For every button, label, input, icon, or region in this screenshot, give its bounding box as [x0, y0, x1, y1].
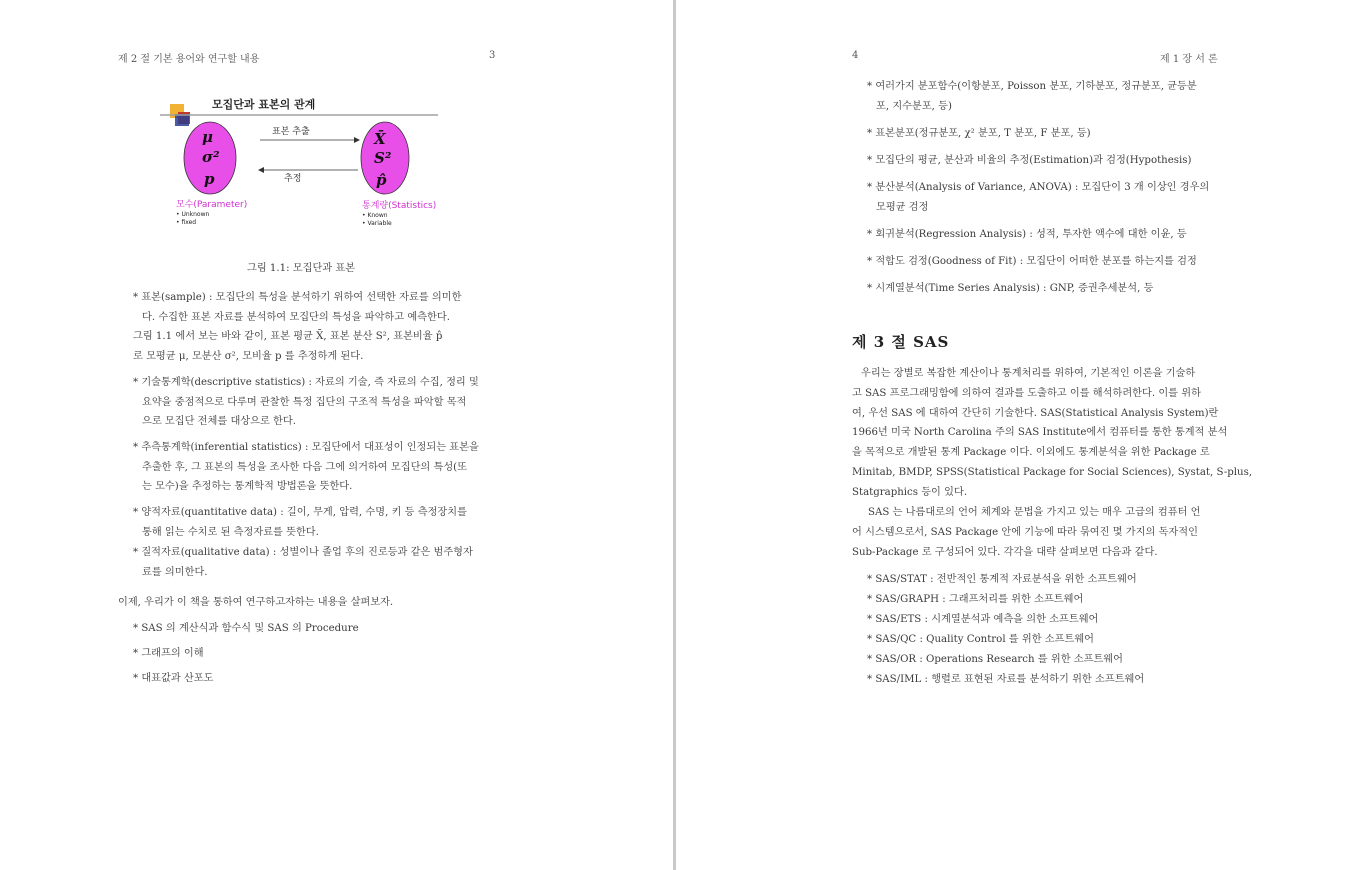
arrow-bottom-label: 추정 [284, 174, 302, 184]
running-header-right: 제 1 장 서 론 [1160, 54, 1218, 65]
param-symbol: p [204, 170, 215, 188]
bullet-distributions: * 여러가지 분포함수(이항분포, Poisson 분포, 기하분포, 정규분포, 균등분 포, 지수분포, 등) [867, 81, 1197, 112]
topic-item: * SAS 의 계산식과 함수식 및 SAS 의 Procedure [133, 623, 359, 634]
list-item: * SAS/GRAPH : 그래프처리를 위한 소프트웨어 [867, 594, 1084, 605]
parameter-note: • Unknown [176, 211, 210, 218]
parameter-note: • fixed [176, 219, 197, 226]
bullet-quantitative: * 양적자료(quantitative data) : 길이, 무게, 압력, 수명, 키 등 측정장치를 통해 읽는 수치로 된 측정자료를 뜻한다. [133, 507, 467, 538]
section-title: 제 3 절 SAS [852, 333, 950, 351]
intro-sentence: 이제, 우리가 이 책을 통하여 연구하고자하는 내용을 살펴보자. [118, 597, 394, 608]
figure-caption: 그림 1.1: 모집단과 표본 [247, 263, 356, 274]
statistics-note: • Known [362, 212, 388, 219]
list-item: * SAS/ETS : 시계열분석과 예측을 의한 소프트웨어 [867, 614, 1099, 625]
stat-symbol: X̄ [374, 130, 386, 148]
statistics-label: 통계량(Statistics) [362, 201, 437, 211]
sas-package-list [867, 570, 1144, 690]
parameter-label: 모수(Parameter) [176, 200, 248, 210]
list-item: * SAS/OR : Operations Research 를 위한 소프트웨어 [867, 654, 1123, 665]
statistics-note: • Variable [362, 220, 392, 227]
list-item: * SAS/IML : 행렬로 표현된 자료를 분석하기 위한 소프트웨어 [867, 674, 1145, 685]
bullet-goodness-of-fit: * 적합도 검정(Goodness of Fit) : 모집단이 어떠한 분포를 하는지를 검정 [867, 256, 1197, 267]
list-item: * SAS/STAT : 전반적인 통계적 자료분석을 위한 소프트웨어 [867, 574, 1137, 585]
stat-symbol: S² [374, 149, 392, 167]
stat-symbol: p̂ [376, 171, 387, 189]
topic-item: * 그래프의 이해 [133, 648, 204, 659]
paragraph-sas-language: SAS 는 나름대로의 언어 체계와 문법을 가지고 있는 매우 고급의 컴퓨터 언 어 시스템으로서, SAS Package 안에 기능에 따라 묶여진 몇 가지의 독자적인 Sub-Package 로 구성되어 있다. 각각을 대략 살펴보면 다음과 같다. [852, 507, 1201, 558]
page-number-left: 3 [489, 50, 496, 61]
bullet-sampling-distribution-text: * 표본분포(정규분포, χ² 분포, T 분포, F 분포, 등) [867, 128, 1091, 139]
page-number-right: 4 [852, 50, 859, 61]
param-symbol: σ² [202, 148, 220, 166]
right-page [676, 0, 1349, 870]
bullet-time-series: * 시계열분석(Time Series Analysis) : GNP, 증권추세분석, 등 [867, 283, 1154, 294]
bullet-qualitative: * 질적자료(qualitative data) : 성별이나 졸업 후의 진로등과 같은 범주형자 료를 의미한다. [133, 547, 473, 578]
paragraph-sas-intro: 우리는 장별로 복잡한 계산이나 통계처리를 위하여, 기본적인 이론을 기술하 고 SAS 프로그래밍함에 의하여 결과를 도출하고 이를 해석하려한다. 이를 위하 여, 우선 SAS 에 대하여 간단히 기술한다. SAS(Statistical Analysis System)란 1966년 미국 North Carolina 주의 SAS Institute에서 컴퓨터를 통한 통계적 분석 을 목적으로 개발된 통계 Package 이다. 이외에도 통계분석을 위한 Package 로 Minitab, BMDP, SPSS(Statistical Package for Social Sciences), Systat, S-plus, Statgraphics 등이 있다. [852, 368, 1253, 498]
bullet-descriptive: * 기술통계학(descriptive statistics) : 자료의 기술, 즉 자료의 수집, 정리 및 요약을 중점적으로 다루며 관찰한 특정 집단의 구조적 특성을 파악할 목적 으로 모집단 전체를 대상으로 한다. [133, 377, 479, 427]
arrow-top-label: 표본 추출 [272, 127, 310, 137]
bullet-inferential: * 추측통계학(inferential statistics) : 모집단에서 대표성이 인정되는 표본을 추출한 후, 그 표본의 특성을 조사한 다음 그에 의거하여 모집단의 특성(또 는 모수)을 추정하는 통계학적 방법론을 뜻한다. [133, 442, 479, 492]
population-sample-figure [158, 92, 448, 232]
list-item: * SAS/QC : Quality Control 를 위한 소프트웨어 [867, 634, 1095, 645]
bullet-estimation: * 모집단의 평균, 분산과 비율의 추정(Estimation)과 검정(Hypothesis) [867, 155, 1192, 166]
param-symbol: μ [202, 128, 213, 146]
left-page [0, 0, 673, 870]
running-header-left: 제 2 절 기본 용어와 연구할 내용 [118, 54, 260, 65]
topic-item: * 대표값과 산포도 [133, 673, 214, 684]
figure-title: 모집단과 표본의 관계 [212, 98, 316, 111]
figure-svg [158, 92, 448, 232]
bullet-anova: * 분산분석(Analysis of Variance, ANOVA) : 모집단이 3 개 이상인 경우의 모평균 검정 [867, 182, 1210, 213]
bullet-sample: * 표본(sample) : 모집단의 특성을 분석하기 위하여 선택한 자료를 의미한 다. 수집한 표본 자료를 분석하여 모집단의 특성을 파악하고 예측한다. 그림 1.1 에서 보는 바와 같이, 표본 평균 X̄, 표본 분산 S², 표본비율 p̂ 로 모평균 μ, 모분산 σ², 모비율 p 를 추정하게 된다. [133, 292, 462, 362]
bullet-regression: * 회귀분석(Regression Analysis) : 성적, 투자한 액수에 대한 이윤, 등 [867, 229, 1187, 240]
